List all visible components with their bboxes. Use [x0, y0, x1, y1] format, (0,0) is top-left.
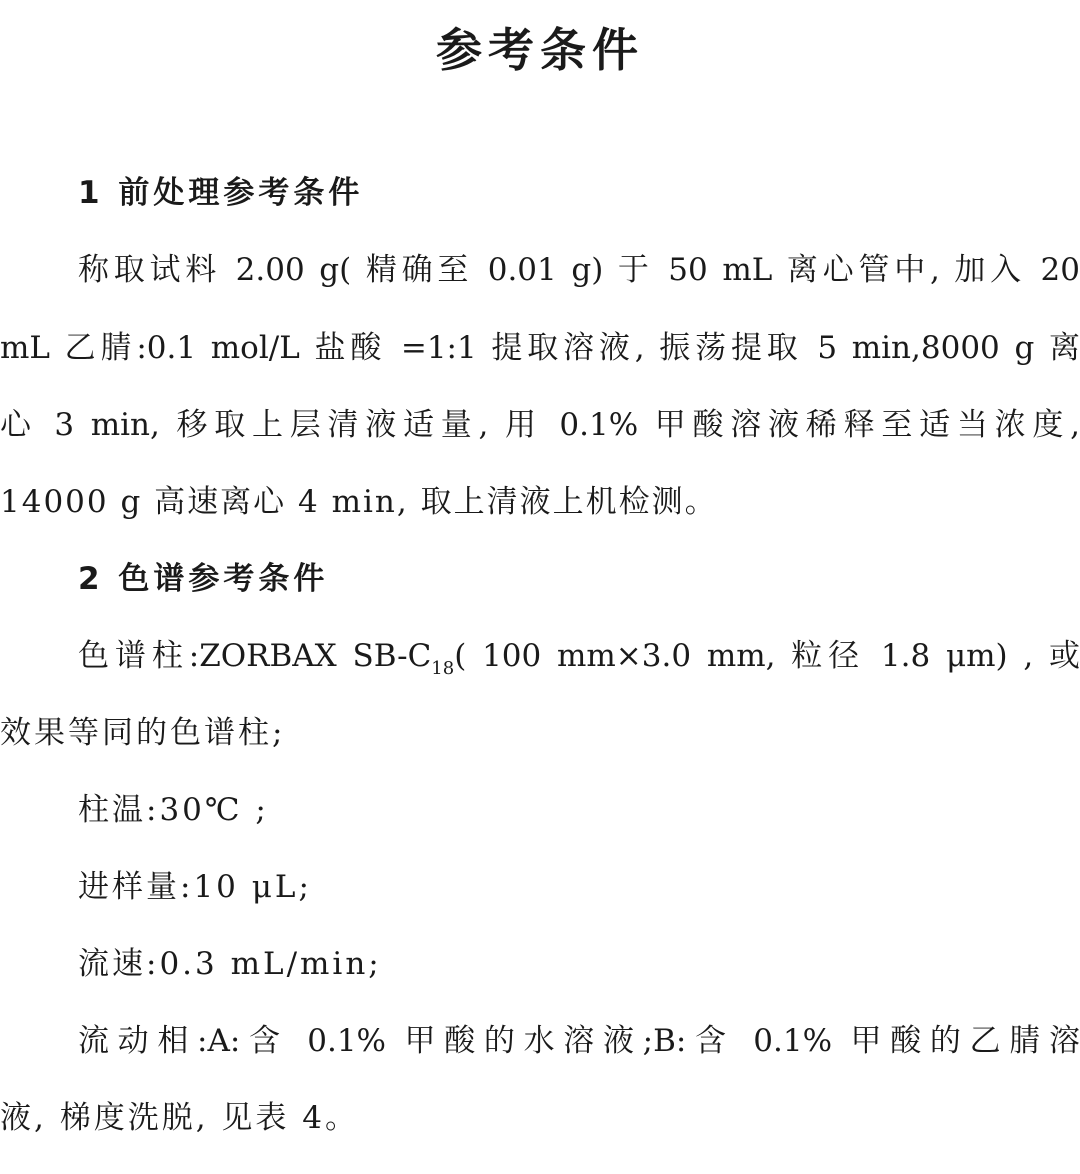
column-text-line-2: 效果等同的色谱柱;	[0, 715, 286, 751]
pretreatment-text-line-1: 称取试料 2.00 g( 精确至 0.01 g) 于 50 mL 离心管中, 加入 20	[78, 252, 1080, 288]
column-text-line-1	[78, 631, 1080, 681]
pretreatment-text-line-2: mL 乙腈:0.1 mol/L 盐酸 =1:1 提取溶液, 振荡提取 5 min,8000 g 离	[0, 330, 1080, 366]
column-text-after-subscript: ( 100 mm×3.0 mm, 粒径 1.8 μm) , 或	[454, 638, 1080, 674]
injection-volume-line: 进样量:10 μL;	[78, 869, 312, 905]
column-subscript: 18	[431, 658, 455, 679]
column-text-before-subscript: 色谱柱:ZORBAX SB-C	[78, 638, 432, 674]
page-title: 参考条件	[436, 23, 644, 77]
section-heading-pretreatment: 1 前处理参考条件	[78, 175, 364, 211]
section-heading-chromatography: 2 色谱参考条件	[78, 561, 329, 597]
flow-rate-line: 流速:0.3 mL/min;	[78, 946, 382, 982]
mobile-phase-line-1: 流动相:A:含 0.1% 甲酸的水溶液;B:含 0.1% 甲酸的乙腈溶	[78, 1023, 1080, 1059]
pretreatment-text-line-3: 心 3 min, 移取上层清液适量, 用 0.1% 甲酸溶液稀释至适当浓度,	[0, 407, 1080, 443]
pretreatment-text-line-4: 14000 g 高速离心 4 min, 取上清液上机检测。	[0, 484, 718, 520]
mobile-phase-line-2: 液, 梯度洗脱, 见表 4。	[0, 1100, 359, 1136]
column-temperature-line: 柱温:30℃ ;	[78, 792, 269, 828]
